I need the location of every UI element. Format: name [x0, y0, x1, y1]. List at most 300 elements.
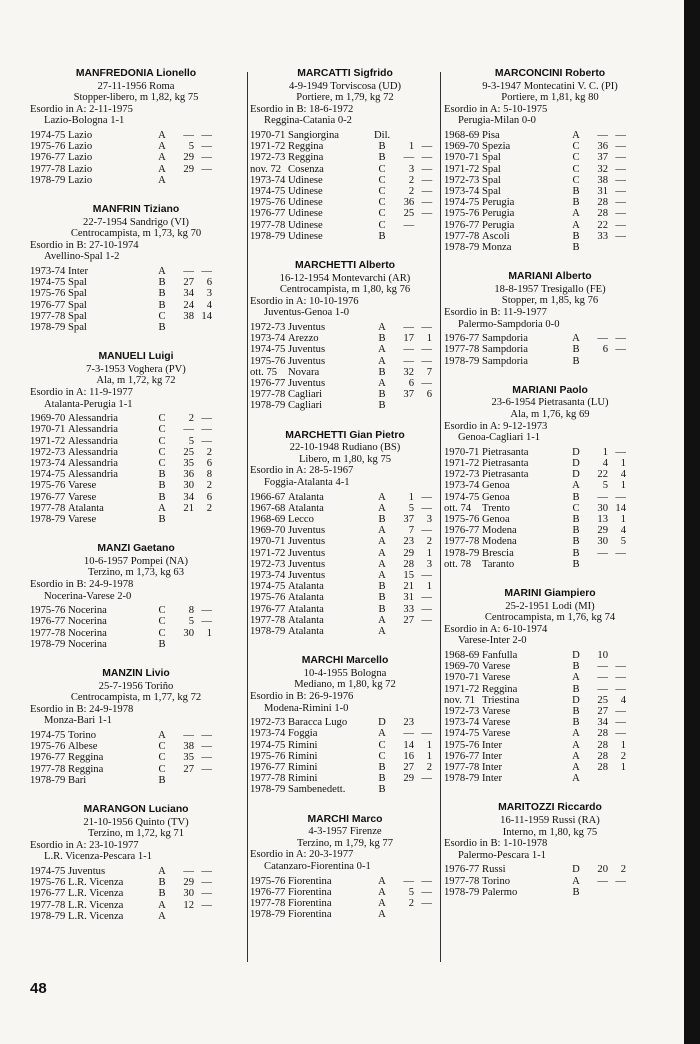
goals-cell: [194, 322, 212, 333]
player-name: MARCATTI Sigfrido: [297, 68, 393, 79]
table-row: [444, 864, 626, 875]
season-cell: 1977-78: [250, 219, 286, 231]
team-cell: Sampdoria: [482, 344, 528, 356]
goals-cell: [194, 775, 212, 786]
goals-cell: —: [201, 605, 212, 617]
team-cell: Juventus: [288, 377, 326, 389]
goals-cell: —: [615, 705, 626, 717]
season-cell: 1978-79: [30, 174, 66, 186]
series-cell: B: [572, 661, 580, 673]
debut-info: Esordio in A: 28-5-1967: [250, 465, 354, 477]
season-cell: 1975-76: [444, 208, 480, 220]
role-info: Terzino, m 1,79, kg 77: [296, 837, 394, 849]
goals-cell: —: [615, 230, 626, 242]
table-row: [30, 277, 212, 288]
role-info: Libero, m 1,80, kg 75: [298, 453, 392, 465]
goals-cell: —: [201, 163, 212, 175]
goals-cell: 1: [426, 547, 432, 559]
appearances-cell: 29: [183, 877, 194, 889]
series-cell: C: [158, 435, 166, 447]
series-cell: A: [378, 569, 386, 581]
appearances-cell: 6: [602, 344, 608, 356]
goals-cell: —: [421, 163, 433, 175]
season-cell: 1968-69: [250, 513, 286, 525]
season-cell: 1967-68: [250, 502, 286, 514]
team-cell: Fiorentina: [288, 909, 332, 921]
series-cell: C: [378, 208, 386, 220]
team-cell: Alessandria: [68, 457, 119, 469]
debut-info: Esordio in A: 11-9-1977: [30, 386, 133, 398]
appearances-cell: —: [597, 129, 608, 141]
series-cell: A: [158, 152, 166, 164]
appearances-cell: [170, 639, 194, 650]
table-row: [444, 220, 626, 231]
appearances-cell: [584, 773, 608, 784]
team-cell: Spal: [68, 288, 87, 300]
goals-cell: 4: [206, 299, 212, 311]
player-name: MANFREDONIA Lionello: [75, 68, 197, 79]
table-row: [250, 536, 432, 547]
table-row: [30, 866, 212, 877]
series-cell: B: [572, 886, 580, 898]
goals-cell: [194, 911, 212, 922]
table-row: [444, 175, 626, 186]
season-cell: 1973-74: [30, 457, 66, 469]
birth-info: 10-6-1957 Pompei (NA): [83, 555, 189, 567]
appearances-cell: 28: [597, 761, 608, 773]
team-cell: Pietrasanta: [482, 446, 529, 458]
season-cell: 1971-72: [444, 163, 480, 175]
team-cell: Baracca Lugo: [288, 717, 348, 729]
role-info: Mediano, m 1,80, kg 72: [294, 679, 396, 691]
appearances-cell: 16: [403, 750, 414, 762]
appearances-cell: 2: [408, 185, 415, 197]
goals-cell: 4: [620, 469, 626, 481]
team-cell: Sampdoria: [482, 333, 528, 345]
season-cell: 1975-76: [30, 605, 66, 617]
team-cell: Spal: [482, 152, 501, 164]
debut-info: Esordio in B: 11-9-1977: [444, 306, 547, 318]
team-cell: Spal: [68, 321, 87, 333]
appearances-cell: 28: [597, 197, 608, 209]
team-cell: Russi: [482, 864, 506, 876]
table-row: [250, 604, 432, 615]
appearances-cell: 27: [183, 277, 194, 289]
appearances-cell: —: [597, 333, 608, 345]
table-row: [30, 911, 212, 922]
series-cell: B: [158, 638, 166, 650]
goals-cell: 7: [426, 366, 432, 378]
table-row: [250, 231, 432, 242]
season-cell: 1976-77: [30, 616, 66, 628]
appearances-cell: 36: [183, 469, 194, 481]
table-row: [444, 356, 626, 367]
series-cell: A: [378, 344, 386, 356]
team-cell: Pisa: [482, 129, 500, 141]
appearances-cell: 5: [408, 886, 414, 898]
team-cell: Inter: [68, 265, 88, 277]
series-cell: A: [378, 897, 386, 909]
appearances-cell: 29: [403, 773, 414, 785]
goals-cell: 1: [426, 333, 432, 345]
appearances-cell: 29: [183, 163, 194, 175]
table-row: [250, 784, 432, 795]
goals-cell: 2: [426, 761, 432, 773]
team-cell: Sangiorgina: [288, 129, 340, 141]
series-cell: A: [378, 536, 386, 548]
season-cell: 1974-75: [444, 197, 480, 209]
appearances-cell: —: [403, 344, 414, 356]
appearances-cell: [170, 175, 194, 186]
team-cell: Lazio: [68, 141, 93, 153]
goals-cell: 1: [620, 761, 626, 773]
team-cell: Varese: [482, 717, 511, 729]
table-row: [30, 503, 212, 514]
appearances-cell: 32: [597, 163, 608, 175]
series-cell: C: [158, 763, 166, 775]
season-cell: 1976-77: [30, 152, 66, 164]
series-cell: A: [572, 219, 580, 231]
debut-match: Avellino-Spal 1-2: [44, 251, 120, 263]
series-cell: B: [572, 513, 580, 525]
team-cell: Alessandria: [68, 435, 119, 447]
goals-cell: —: [421, 525, 432, 537]
appearances-cell: [390, 784, 414, 795]
team-cell: Juventus: [288, 569, 326, 581]
series-cell: Dil.: [374, 129, 391, 141]
season-cell: 1975-76: [250, 197, 286, 209]
series-cell: B: [378, 389, 386, 401]
season-cell: 1974-75: [30, 277, 66, 289]
goals-cell: —: [615, 197, 626, 209]
player-name: MANFRIN Tiziano: [92, 203, 180, 215]
season-cell: 1976-77: [30, 888, 66, 900]
team-cell: Modena: [482, 525, 517, 537]
table-row: [444, 197, 626, 208]
season-cell: 1977-78: [30, 627, 66, 639]
table-row: [30, 266, 212, 277]
goals-cell: —: [421, 897, 432, 909]
season-cell: 1976-77: [250, 886, 286, 898]
table-row: [30, 458, 212, 469]
career-table: [444, 864, 626, 898]
goals-cell: —: [421, 569, 432, 581]
birth-info: 16-12-1954 Montevarchi (AR): [279, 272, 411, 284]
series-cell: C: [572, 152, 580, 164]
debut-match: Perugia-Milan 0-0: [458, 115, 536, 127]
season-cell: 1978-79: [444, 886, 480, 898]
team-cell: Inter: [482, 773, 502, 785]
team-cell: Varese: [68, 491, 97, 503]
goals-cell: —: [421, 728, 432, 740]
goals-cell: —: [421, 592, 432, 604]
season-cell: 1975-76: [30, 877, 66, 889]
season-cell: 1974-75: [250, 185, 286, 197]
series-cell: B: [158, 469, 166, 481]
team-cell: Atalanta: [288, 502, 324, 514]
team-cell: Reggina: [288, 152, 324, 164]
goals-cell: —: [201, 424, 212, 436]
season-cell: 1978-79: [250, 784, 286, 796]
page-edge: [684, 0, 700, 1044]
series-cell: A: [572, 761, 580, 773]
goals-cell: —: [201, 616, 212, 628]
season-cell: 1974-75: [30, 129, 66, 141]
goals-cell: 3: [426, 558, 432, 570]
goals-cell: 2: [206, 446, 212, 458]
table-row: [444, 447, 626, 458]
goals-cell: —: [201, 865, 212, 877]
table-row: [30, 480, 212, 491]
appearances-cell: 33: [597, 230, 608, 242]
table-row: [250, 773, 432, 784]
table-row: [30, 764, 212, 775]
season-cell: 1969-70: [444, 141, 480, 153]
series-cell: B: [378, 366, 386, 378]
season-cell: 1972-73: [250, 152, 286, 164]
career-table: [30, 730, 212, 786]
appearances-cell: 21: [403, 581, 414, 593]
season-cell: 1973-74: [250, 569, 286, 581]
table-row: [30, 311, 212, 322]
team-cell: Juventus: [288, 547, 326, 559]
player-entry: [30, 204, 242, 333]
season-cell: 1974-75: [250, 581, 286, 593]
page-number: 48: [30, 980, 47, 997]
season-cell: 1971-72: [444, 457, 480, 469]
appearances-cell: [390, 400, 414, 411]
season-cell: 1977-78: [444, 761, 480, 773]
season-cell: 1970-71: [250, 129, 286, 141]
team-cell: Lazio: [68, 152, 93, 164]
debut-match: Nocerina-Varese 2-0: [44, 590, 132, 602]
season-cell: 1978-79: [250, 626, 286, 637]
season-cell: 1976-77: [444, 219, 480, 231]
goals-cell: [414, 231, 432, 242]
role-info: Stopper, m 1,85, kg 76: [501, 295, 599, 307]
goals-cell: —: [421, 321, 432, 333]
season-cell: 1977-78: [444, 536, 480, 548]
table-row: [250, 592, 432, 603]
team-cell: Varese: [482, 705, 511, 717]
series-cell: A: [158, 129, 166, 141]
table-row: [250, 130, 432, 141]
debut-match: Catanzaro-Fiorentina 0-1: [264, 860, 371, 872]
season-cell: 1969-70: [250, 525, 286, 537]
appearances-cell: 5: [188, 141, 194, 153]
appearances-cell: 25: [597, 694, 608, 706]
goals-cell: —: [615, 717, 626, 729]
table-row: [250, 503, 432, 514]
series-cell: A: [572, 129, 580, 141]
team-cell: Fiorentina: [288, 886, 332, 898]
season-cell: 1977-78: [30, 899, 66, 911]
appearances-cell: 2: [188, 413, 194, 425]
appearances-cell: 20: [597, 864, 608, 876]
goals-cell: —: [615, 174, 626, 186]
table-row: [250, 152, 432, 163]
goals-cell: —: [421, 185, 433, 197]
team-cell: Albese: [68, 741, 98, 753]
season-cell: 1973-74: [444, 480, 480, 492]
team-cell: Varese: [68, 513, 97, 525]
series-cell: A: [158, 899, 166, 911]
table-row: [444, 469, 626, 480]
team-cell: Spal: [68, 310, 87, 322]
table-row: [30, 730, 212, 741]
season-cell: 1977-78: [30, 763, 66, 775]
series-cell: A: [572, 480, 580, 492]
player-entry: [444, 271, 656, 367]
series-cell: D: [572, 864, 580, 876]
goals-cell: 1: [620, 457, 626, 469]
series-cell: B: [378, 581, 386, 593]
goals-cell: —: [615, 344, 626, 356]
goals-cell: —: [421, 141, 433, 153]
table-row: [250, 175, 432, 186]
appearances-cell: [584, 356, 608, 367]
player-entry: [444, 385, 656, 570]
team-cell: Genoa: [482, 513, 510, 525]
series-cell: B: [158, 491, 166, 503]
appearances-cell: —: [183, 729, 194, 741]
player-name: MARCONCINI Roberto: [494, 68, 606, 79]
team-cell: Lazio: [68, 163, 93, 175]
career-table: [444, 333, 626, 367]
appearances-cell: —: [403, 728, 414, 740]
goals-cell: 14: [615, 502, 626, 514]
appearances-cell: [170, 322, 194, 333]
series-cell: C: [572, 163, 580, 175]
season-cell: 1970-71: [250, 536, 286, 548]
goals-cell: —: [421, 614, 432, 626]
birth-info: 27-11-1956 Roma: [97, 80, 175, 92]
team-cell: Pietrasanta: [482, 457, 529, 469]
appearances-cell: 1: [408, 141, 415, 153]
season-cell: 1977-78: [30, 310, 66, 322]
debut-info: Esordio in A: 5-10-1975: [444, 103, 548, 115]
appearances-cell: 2: [408, 174, 415, 186]
goals-cell: —: [615, 333, 626, 345]
debut-match: Genoa-Cagliari 1-1: [458, 432, 541, 444]
season-cell: 1975-76: [250, 750, 286, 762]
goals-cell: —: [421, 355, 432, 367]
series-cell: A: [378, 909, 386, 921]
team-cell: Perugia: [482, 208, 515, 220]
table-row: [444, 503, 626, 514]
birth-info: 21-10-1956 Quinto (TV): [83, 816, 189, 828]
table-row: [30, 152, 212, 163]
table-row: [444, 514, 626, 525]
goals-cell: 6: [206, 277, 212, 289]
table-row: [30, 752, 212, 763]
appearances-cell: [170, 775, 194, 786]
season-cell: 1976-77: [250, 603, 286, 615]
series-cell: A: [378, 614, 386, 626]
season-cell: 1973-74: [30, 265, 66, 277]
appearances-cell: 30: [183, 627, 194, 639]
career-table: [250, 876, 432, 921]
appearances-cell: 8: [188, 605, 194, 617]
goals-cell: —: [421, 886, 432, 898]
table-row: [444, 186, 626, 197]
table-row: [444, 344, 626, 355]
appearances-cell: 5: [602, 480, 608, 492]
series-cell: B: [572, 230, 580, 242]
team-cell: Atalanta: [288, 491, 324, 503]
goals-cell: 1: [426, 750, 432, 762]
team-cell: Juventus: [288, 536, 326, 548]
goals-cell: —: [615, 672, 626, 684]
appearances-cell: 4: [602, 457, 608, 469]
series-cell: A: [378, 875, 386, 887]
appearances-cell: 29: [403, 547, 414, 559]
appearances-cell: —: [597, 661, 608, 673]
appearances-cell: [584, 887, 608, 898]
goals-cell: [194, 514, 212, 525]
team-cell: Udinese: [288, 230, 323, 242]
appearances-cell: 31: [403, 592, 414, 604]
series-cell: B: [158, 299, 166, 311]
season-cell: 1972-73: [444, 469, 480, 481]
debut-info: Esordio in B: 27-10-1974: [30, 239, 139, 251]
table-row: [30, 130, 212, 141]
goals-cell: [414, 400, 432, 411]
season-cell: 1978-79: [444, 355, 480, 367]
series-cell: C: [158, 752, 166, 764]
season-cell: 1978-79: [30, 513, 66, 525]
table-row: [250, 197, 432, 208]
appearances-cell: —: [183, 129, 194, 141]
goals-cell: 2: [426, 536, 432, 548]
season-cell: 1978-79: [30, 910, 66, 922]
appearances-cell: 30: [597, 502, 608, 514]
team-cell: Udinese: [288, 197, 323, 209]
team-cell: Alessandria: [68, 424, 119, 436]
birth-info: 22-10-1948 Rudiano (BS): [289, 442, 401, 454]
appearances-cell: 21: [183, 502, 194, 514]
season-cell: ott. 75: [250, 366, 278, 378]
season-cell: 1975-76: [250, 875, 286, 887]
series-cell: B: [572, 717, 580, 729]
season-cell: 1977-78: [30, 502, 66, 514]
team-cell: Nocerina: [68, 638, 107, 650]
career-table: [30, 266, 212, 333]
appearances-cell: 7: [408, 525, 414, 537]
table-row: [30, 888, 212, 899]
table-row: [30, 900, 212, 911]
table-row: [30, 639, 212, 650]
team-cell: Fiorentina: [288, 875, 332, 887]
series-cell: B: [158, 774, 166, 786]
birth-info: 22-7-1954 Sandrigo (VI): [83, 216, 189, 228]
team-cell: Rimini: [288, 773, 318, 785]
table-row: [30, 605, 212, 616]
team-cell: Varese: [68, 480, 97, 492]
goals-cell: —: [421, 875, 432, 887]
goals-cell: [414, 626, 432, 637]
team-cell: Cosenza: [288, 163, 324, 175]
goals-cell: 1: [620, 513, 626, 525]
table-row: [30, 877, 212, 888]
table-row: [444, 706, 626, 717]
season-cell: 1973-74: [250, 728, 286, 740]
team-cell: Lecco: [288, 513, 314, 525]
team-cell: Bari: [68, 774, 87, 786]
goals-cell: —: [201, 141, 212, 153]
season-cell: 1971-72: [30, 435, 66, 447]
series-cell: A: [572, 875, 580, 887]
